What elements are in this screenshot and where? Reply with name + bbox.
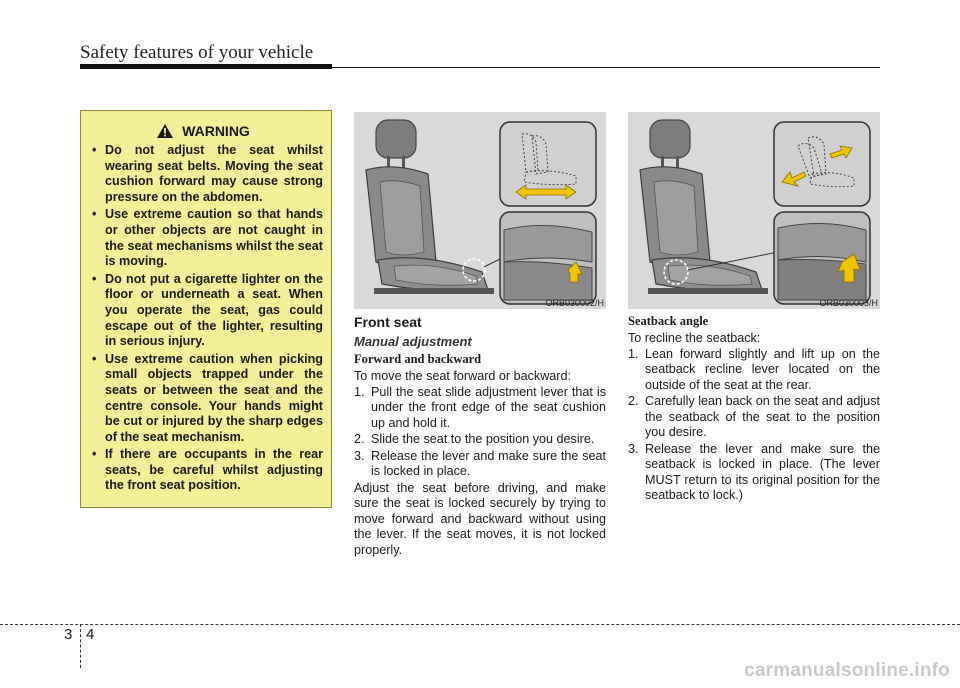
seatback-recline-illustration [628, 112, 880, 309]
warning-item-text: If there are occupants in the rear seats, be careful whilst adjusting the front seat position. [105, 447, 323, 493]
step-text: Slide the seat to the position you desire. [371, 432, 595, 446]
seatback-angle-section [628, 314, 880, 505]
footer-rule [0, 624, 960, 625]
seatback-recline-figure [628, 112, 880, 309]
step-text: Release the lever and make sure the seat is locked in place. [371, 448, 606, 478]
warning-heading-text: WARNING [182, 123, 250, 139]
step-item [628, 394, 880, 441]
chapter-number: 3 [64, 626, 73, 643]
step-number: 1. [354, 384, 365, 399]
step-item [354, 449, 606, 480]
step-number: 2. [354, 432, 365, 446]
bullet-icon: • [92, 271, 97, 286]
forward-steps [354, 385, 606, 480]
warning-heading [83, 123, 323, 139]
figure-code-right: ORB030003/H [819, 298, 878, 308]
seatback-angle-heading: Seatback angle [628, 314, 709, 328]
step-text: Lean forward slightly and lift up on the seatback recline lever located on the outside of the seat at the rear. [645, 346, 880, 392]
step-number: 3. [354, 448, 365, 463]
site-watermark: carmanualsonline.info [744, 660, 950, 681]
step-number: 2. [628, 394, 639, 408]
seat-slide-illustration [354, 112, 606, 309]
figure-code-left: ORB030002/H [545, 298, 604, 308]
warning-item [89, 143, 323, 205]
seat-slide-figure [354, 112, 606, 309]
warning-list [89, 143, 323, 494]
bullet-icon: • [92, 143, 97, 157]
forward-closing-note: Adjust the seat before driving, and make sure the seat is locked securely by trying to move forward and backward without using the lever. If the seat moves, it is not locked properly. [354, 480, 606, 557]
warning-item-text: Do not adjust the seat whilst wearing seat belts. Moving the seat cushion forward may cause strong pressure on the abdomen. [105, 143, 323, 204]
page-number-divider [80, 624, 81, 668]
section-header-title: Safety features of your vehicle [80, 42, 314, 63]
step-item [354, 432, 606, 448]
front-seat-section [354, 314, 606, 558]
page-number: 4 [86, 626, 95, 643]
seatback-steps [628, 347, 880, 504]
step-number: 3. [628, 441, 639, 456]
forward-intro: To move the seat forward or backward: [354, 369, 571, 383]
warning-item [89, 207, 323, 269]
warning-item-text: Use extreme caution so that hands or other objects are not caught in the seat mechanisms whilst the seat is moving. [105, 207, 323, 269]
warning-item-text: Do not put a cigarette lighter on the floor or underneath a seat. When you operate the seat, gas could escape out of the lighter, resulting in serious injury. [105, 271, 323, 349]
seatback-intro: To recline the seatback: [628, 331, 761, 345]
step-item [628, 347, 880, 394]
header-rule-thin [332, 67, 880, 68]
front-seat-title: Front seat [354, 314, 422, 330]
forward-backward-heading: Forward and backward [354, 352, 482, 366]
warning-item-text: Use extreme caution when picking small objects trapped under the seats or between the seat and the centre console. Your hands might be cut or injured by the sharp edges of the seat mechanism. [105, 351, 323, 444]
warning-box [80, 110, 332, 508]
step-number: 1. [628, 346, 639, 361]
warning-item [89, 272, 323, 350]
bullet-icon: • [92, 447, 97, 462]
warning-triangle-icon [156, 123, 174, 139]
step-item [354, 385, 606, 432]
step-text: Release the lever and make sure the seatback is locked in place. (The lever MUST return to its original position for the seatback to lock.) [645, 441, 880, 502]
warning-item [89, 352, 323, 446]
manual-adjustment-subtitle: Manual adjustment [354, 334, 472, 349]
header-rule-thick [80, 64, 332, 69]
bullet-icon: • [92, 351, 97, 366]
step-item [628, 442, 880, 504]
step-text: Carefully lean back on the seat and adjust the seatback of the seat to the position you desire. [645, 394, 880, 439]
bullet-icon: • [92, 207, 97, 222]
warning-item [89, 447, 323, 494]
step-text: Pull the seat slide adjustment lever that is under the front edge of the seat cushion up and hold it. [371, 384, 606, 430]
